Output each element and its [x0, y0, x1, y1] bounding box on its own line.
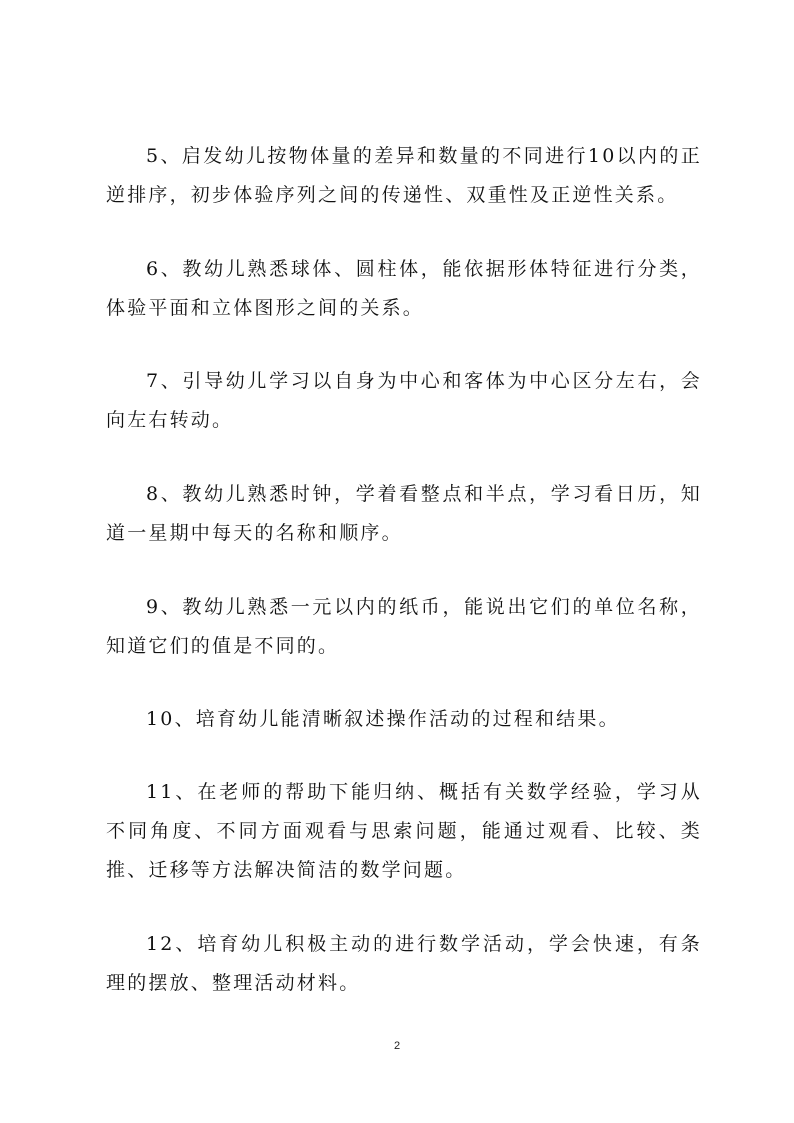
- paragraph-item-7: 7、引导幼儿学习以自身为中心和客体为中心区分左右，会向左右转动。: [106, 370, 702, 431]
- paragraph-item-11: 11、在老师的帮助下能归纳、概括有关数学经验，学习从不同角度、不同方面观看与思索问题，能通过观看、比较、类推、迁移等方法解决简洁的数学问题。: [106, 781, 702, 881]
- paragraph-item-10: 10、培育幼儿能清晰叙述操作活动的过程和结果。: [146, 708, 620, 730]
- paragraph-item-5: 5、启发幼儿按物体量的差异和数量的不同进行10以内的正逆排序，初步体验序列之间的传递性、双重性及正逆性关系。: [106, 145, 702, 206]
- page-number: 2: [393, 1040, 401, 1052]
- paragraph-item-8: 8、教幼儿熟悉时钟，学着看整点和半点，学习看日历，知道一星期中每天的名称和顺序。: [106, 483, 702, 544]
- paragraph-item-6: 6、教幼儿熟悉球体、圆柱体，能依据形体特征进行分类，体验平面和立体图形之间的关系。: [106, 258, 702, 319]
- paragraph-item-12: 12、培育幼儿积极主动的进行数学活动，学会快速，有条理的摆放、整理活动材料。: [106, 933, 702, 994]
- paragraph-item-9: 9、教幼儿熟悉一元以内的纸币，能说出它们的单位名称，知道它们的值是不同的。: [106, 596, 702, 657]
